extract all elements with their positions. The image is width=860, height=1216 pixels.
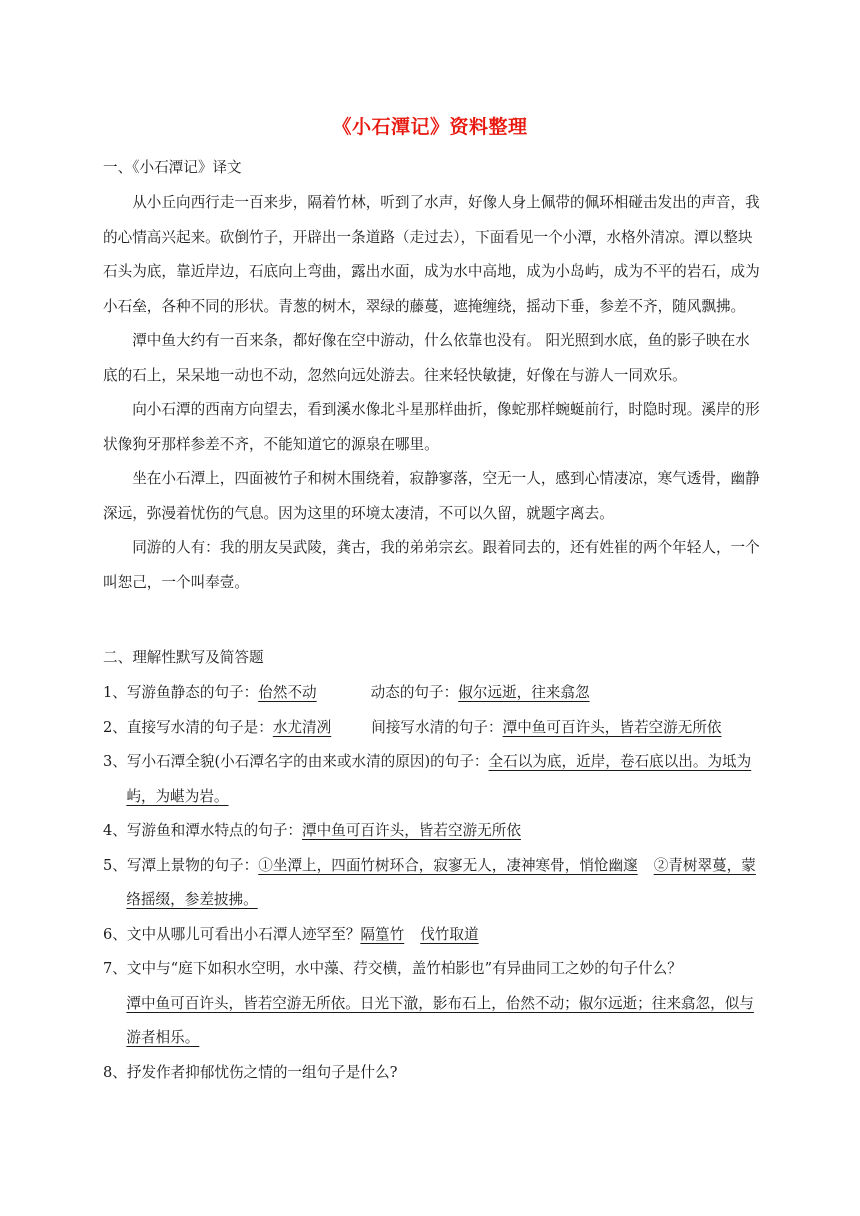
question-prompt: 写游鱼和潭水特点的句子： — [126, 822, 303, 839]
question-7-answer — [103, 987, 763, 1056]
translation-paragraph-4: 坐在小石潭上，四面被竹子和树木围绕着，寂静寥落，空无一人，感到心情凄凉，寒气透骨，幽静深远，弥漫着忧伤的气息。因为这里的环境太凄清，不可以久留，就题字离去。 — [103, 470, 760, 522]
answer-pond-overview: 全石以为底，近岸，卷石底以出。为坻为屿，为嵁为岩。 — [126, 753, 752, 805]
answer-scenery-2: ②青树翠蔓，蒙络摇缀，参差披拂。 — [126, 856, 756, 908]
answer-moving-fish: 俶尔远逝，往来翕忽 — [458, 684, 590, 701]
question-number: 7、 — [103, 960, 127, 977]
question-prompt: 写潭上景物的句子： — [126, 856, 259, 874]
question-number: 3、 — [103, 753, 127, 770]
question-prompt: 文中与“庭下如积水空明，水中藻、荇交横，盖竹柏影也”有异曲同工之妙的句子什么？ — [126, 960, 682, 977]
document-title: 《小石潭记》资料整理 — [332, 116, 528, 138]
answer-similar-sentence: 潭中鱼可百许头，皆若空游无所依。日光下澈，影布石上，佁然不动；俶尔远逝；往来翕忽，似与游者相乐。 — [126, 994, 754, 1046]
section-2-heading: 二、理解性默写及简答题 — [103, 649, 264, 666]
question-1 — [103, 676, 763, 711]
question-prompt: 抒发作者抑郁忧伤之情的一组句子是什么? — [126, 1063, 398, 1081]
question-number: 4、 — [103, 822, 127, 839]
question-prompt: 写游鱼静态的句子： — [126, 684, 259, 701]
translation-paragraph-2: 潭中鱼大约有一百来条，都好像在空中游动，什么依靠也没有。 阳光照到水底，鱼的影子映在水底的石上，呆呆地一动也不动，忽然向远处游去。往来轻快敏捷，好像在与游人一同欢乐。 — [103, 332, 750, 384]
question-7 — [103, 952, 763, 987]
question-number: 1、 — [103, 684, 127, 701]
question-prompt: 间接写水清的句子： — [371, 718, 503, 736]
answer-fish-and-water: 潭中鱼可百许头，皆若空游无所依 — [302, 822, 521, 839]
question-2 — [103, 711, 763, 746]
question-3 — [103, 745, 763, 814]
question-5 — [103, 849, 763, 918]
document-body — [103, 150, 763, 1090]
translation-paragraph-1: 从小丘向西行走一百来步，隔着竹林，听到了水声，好像人身上佩带的佩环相碰击发出的声音，我的心情高兴起来。砍倒竹子，开辟出一条道路（走过去），下面看见一个小潭，水格外清凉。潭以整块石头为底，靠近岸边，石底向上弯曲，露出水面，成为水中高地，成为小岛屿，成为不平的岩石，成为小石垒，各种不同的形状。青葱的树木，翠绿的藤蔓，遮掩缠绕，摇动下垂，参差不齐，随风飘拂。 — [103, 194, 760, 315]
question-prompt: 写小石潭全貌(小石潭名字的由来或水清的原因)的句子： — [126, 753, 489, 770]
section-1-heading: 一、《小石潭记》译文 — [103, 159, 242, 176]
question-prompt: 直接写水清的句子是： — [126, 718, 273, 736]
answer-indirect-clear-water: 潭中鱼可百许头，皆若空游无所依 — [502, 718, 722, 736]
question-prompt: 文中从哪儿可看出小石潭人迹罕至？ — [126, 925, 361, 943]
question-6 — [103, 918, 763, 953]
question-number: 8、 — [103, 1063, 127, 1081]
answer-direct-clear-water: 水尤清冽 — [272, 718, 332, 736]
question-8 — [103, 1056, 763, 1091]
section-spacer — [103, 600, 763, 640]
question-number: 5、 — [103, 856, 127, 874]
answer-scenery-1: ①坐潭上，四面竹树环合，寂寥无人，凄神寒骨，悄怆幽邃 — [258, 856, 638, 874]
answer-static-fish: 佁然不动 — [258, 684, 317, 701]
answer-remote-2: 伐竹取道 — [420, 925, 479, 943]
question-number: 2、 — [103, 718, 127, 736]
question-number: 6、 — [103, 925, 127, 943]
question-prompt: 动态的句子： — [370, 684, 459, 701]
translation-paragraph-3: 向小石潭的西南方向望去，看到溪水像北斗星那样曲折，像蛇那样蜿蜒前行，时隐时现。溪岸的形状像狗牙那样参差不齐，不能知道它的源泉在哪里。 — [103, 401, 760, 453]
answer-remote-1: 隔篁竹 — [360, 925, 405, 943]
translation-paragraph-5: 同游的人有：我的朋友吴武陵，龚古，我的弟弟宗玄。跟着同去的，还有姓崔的两个年轻人，一个叫恕己，一个叫奉壹。 — [103, 539, 760, 591]
question-4 — [103, 814, 763, 849]
